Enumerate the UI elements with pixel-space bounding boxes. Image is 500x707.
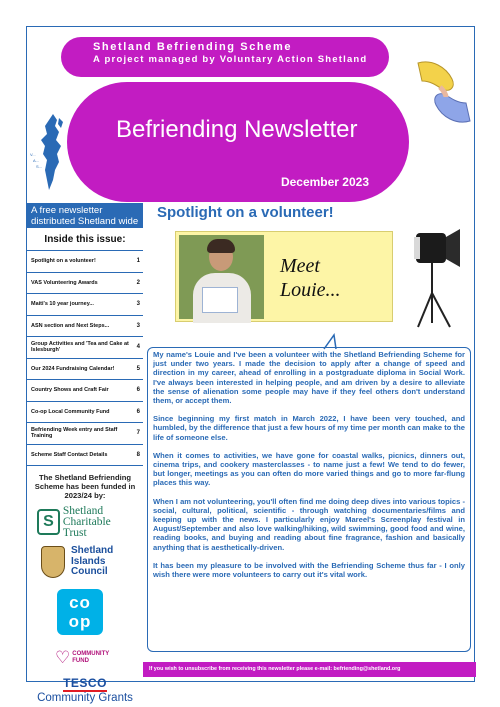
- clcf-line1: COMMUNITY: [72, 651, 110, 657]
- toc-item[interactable]: [27, 402, 143, 424]
- toc-page: 4: [136, 344, 140, 351]
- toc-item[interactable]: [27, 294, 143, 316]
- shetland-islands-council-logo: [41, 543, 143, 581]
- toc-page: 6: [136, 387, 140, 394]
- toc-label: Spotlight on a volunteer!: [31, 258, 96, 265]
- story-paragraph: It has been my pleasure to be involved with the Befriending Scheme thus far - I only wish there were more volunteers to carry out it's vital work.: [153, 560, 465, 580]
- clcf-line2: FUND: [72, 658, 89, 664]
- toc-label: ASN section and Next Steps...: [31, 322, 110, 329]
- toc-item[interactable]: [27, 251, 143, 273]
- unsubscribe-footer: If you wish to unsubscribe from receiving this newsletter please e-mail: befriending@shetland.org: [143, 662, 476, 677]
- story-paragraph: When I am not volunteering, you'll often find me doing deep dives into various topics - social, cultural, political, scientific - through watching documentaries/films and keeping up with the news. I particularly enjoy Mareel's Screenplay festival in August/September and also love walking/hiking, wild swimming, good food and wine, reading books, and buying and reading about fine fragrance, fashion and basically anything that is aesthetically-driven.: [153, 496, 465, 552]
- toc-page: 2: [136, 279, 140, 286]
- org-name: Shetland Befriending Scheme: [93, 41, 293, 53]
- coop-line2: op: [68, 612, 92, 631]
- org-banner: [61, 37, 389, 77]
- toc-item[interactable]: [27, 316, 143, 338]
- toc-page: 3: [136, 322, 140, 329]
- newsletter-page: [26, 26, 475, 704]
- toc-label: VAS Volunteering Awards: [31, 279, 98, 286]
- toc-label: Country Shows and Craft Fair: [31, 387, 109, 394]
- toc-page: 5: [136, 365, 140, 372]
- toc-item[interactable]: [27, 273, 143, 295]
- volunteer-story: [147, 347, 471, 652]
- coop-logo: [57, 589, 103, 635]
- volunteer-photo-frame: [175, 231, 393, 322]
- table-of-contents: [27, 251, 143, 466]
- newsletter-title: Befriending Newsletter: [116, 116, 358, 143]
- sidebar: [27, 203, 143, 704]
- community-fund-logo: [55, 647, 143, 669]
- org-tagline: A project managed by Voluntary Action Shetland: [93, 54, 368, 65]
- sct-line1: Shetland: [62, 504, 104, 517]
- toc-page: 8: [136, 451, 140, 458]
- toc-item[interactable]: [27, 445, 143, 467]
- tesco-community-grants-logo: [27, 676, 143, 704]
- toc-item[interactable]: [27, 423, 143, 445]
- map-letter-s: S...: [36, 164, 43, 169]
- sidebar-intro: A free newsletter distributed Shetland wide: [27, 203, 143, 228]
- sct-line2: Charitable Trust: [62, 515, 111, 539]
- toc-label: Maiti's 10 year journey...: [31, 301, 94, 308]
- tesco-sub: Community Grants: [37, 692, 133, 704]
- sic-line1: Shetland: [71, 545, 114, 557]
- toc-label: Our 2024 Fundraising Calendar!: [31, 365, 115, 372]
- story-paragraph: Since beginning my first match in March 2022, I have been very touched, and humbled, by the difference that just a few hours of my time per month can make to the life of someone else.: [153, 414, 465, 442]
- map-letter-a: A...: [33, 158, 40, 163]
- tesco-word: TESCO: [63, 676, 107, 690]
- toc-page: 7: [136, 430, 140, 437]
- story-paragraph: When it comes to activities, we have gone for coastal walks, picnics, dinners out, cinema trips, and cookery masterclasses - to name just a few! We tend to do fewer, but longer, meetings as you can often do more varied things and go to more far-flung places this way.: [153, 450, 465, 488]
- toc-label: Befriending Week entry and Staff Training: [31, 426, 118, 440]
- heart-hands-icon: ♡: [55, 648, 71, 667]
- coop-line1: co: [69, 593, 91, 612]
- map-letter-v: V...: [30, 152, 36, 157]
- spotlight-lamp-icon: [410, 223, 470, 331]
- certificate-icon: [202, 287, 238, 313]
- spotlight-heading: Spotlight on a volunteer!: [157, 204, 334, 221]
- newsletter-banner: [67, 82, 409, 202]
- council-crest-icon: [41, 546, 65, 578]
- shetland-map-icon: [29, 112, 71, 194]
- meet-line2: Louie...: [280, 279, 341, 301]
- story-paragraph: My name's Louie and I've been a volunteer with the Shetland Befriending Scheme for just under two years. I made the decision to apply after a change of speed and direction in my career, ahead of enrolling in a postgraduate diploma in Social Work. I've always been interested in helping people, and am driven by a desire to alleviate the sense of alienation some people may have if they feel others don't understand them, or accept them.: [153, 350, 465, 406]
- issue-date: December 2023: [280, 175, 369, 189]
- meet-louie-caption: [280, 254, 341, 302]
- toc-page: 1: [136, 258, 140, 265]
- shetland-charitable-trust-logo: [37, 504, 133, 539]
- hands-icon: [412, 57, 476, 127]
- meet-line1: Meet: [280, 255, 320, 277]
- toc-item[interactable]: [27, 359, 143, 381]
- sic-line3: Council: [71, 566, 108, 578]
- funded-by-text: The Shetland Befriending Scheme has been funded in 2023/24 by:: [34, 473, 136, 500]
- toc-page: 3: [136, 301, 140, 308]
- toc-item[interactable]: [27, 337, 143, 359]
- inside-this-issue-heading: Inside this issue:: [27, 228, 143, 251]
- sct-mark-icon: S: [37, 509, 60, 535]
- toc-label: Scheme Staff Contact Details: [31, 451, 108, 458]
- toc-page: 6: [136, 408, 140, 415]
- volunteer-photo: [179, 235, 264, 319]
- toc-item[interactable]: [27, 380, 143, 402]
- sic-line2: Islands: [71, 555, 106, 567]
- toc-label: Co-op Local Community Fund: [31, 408, 110, 415]
- toc-label: Group Activities and 'Tea and Cake at Islesburgh': [31, 340, 129, 354]
